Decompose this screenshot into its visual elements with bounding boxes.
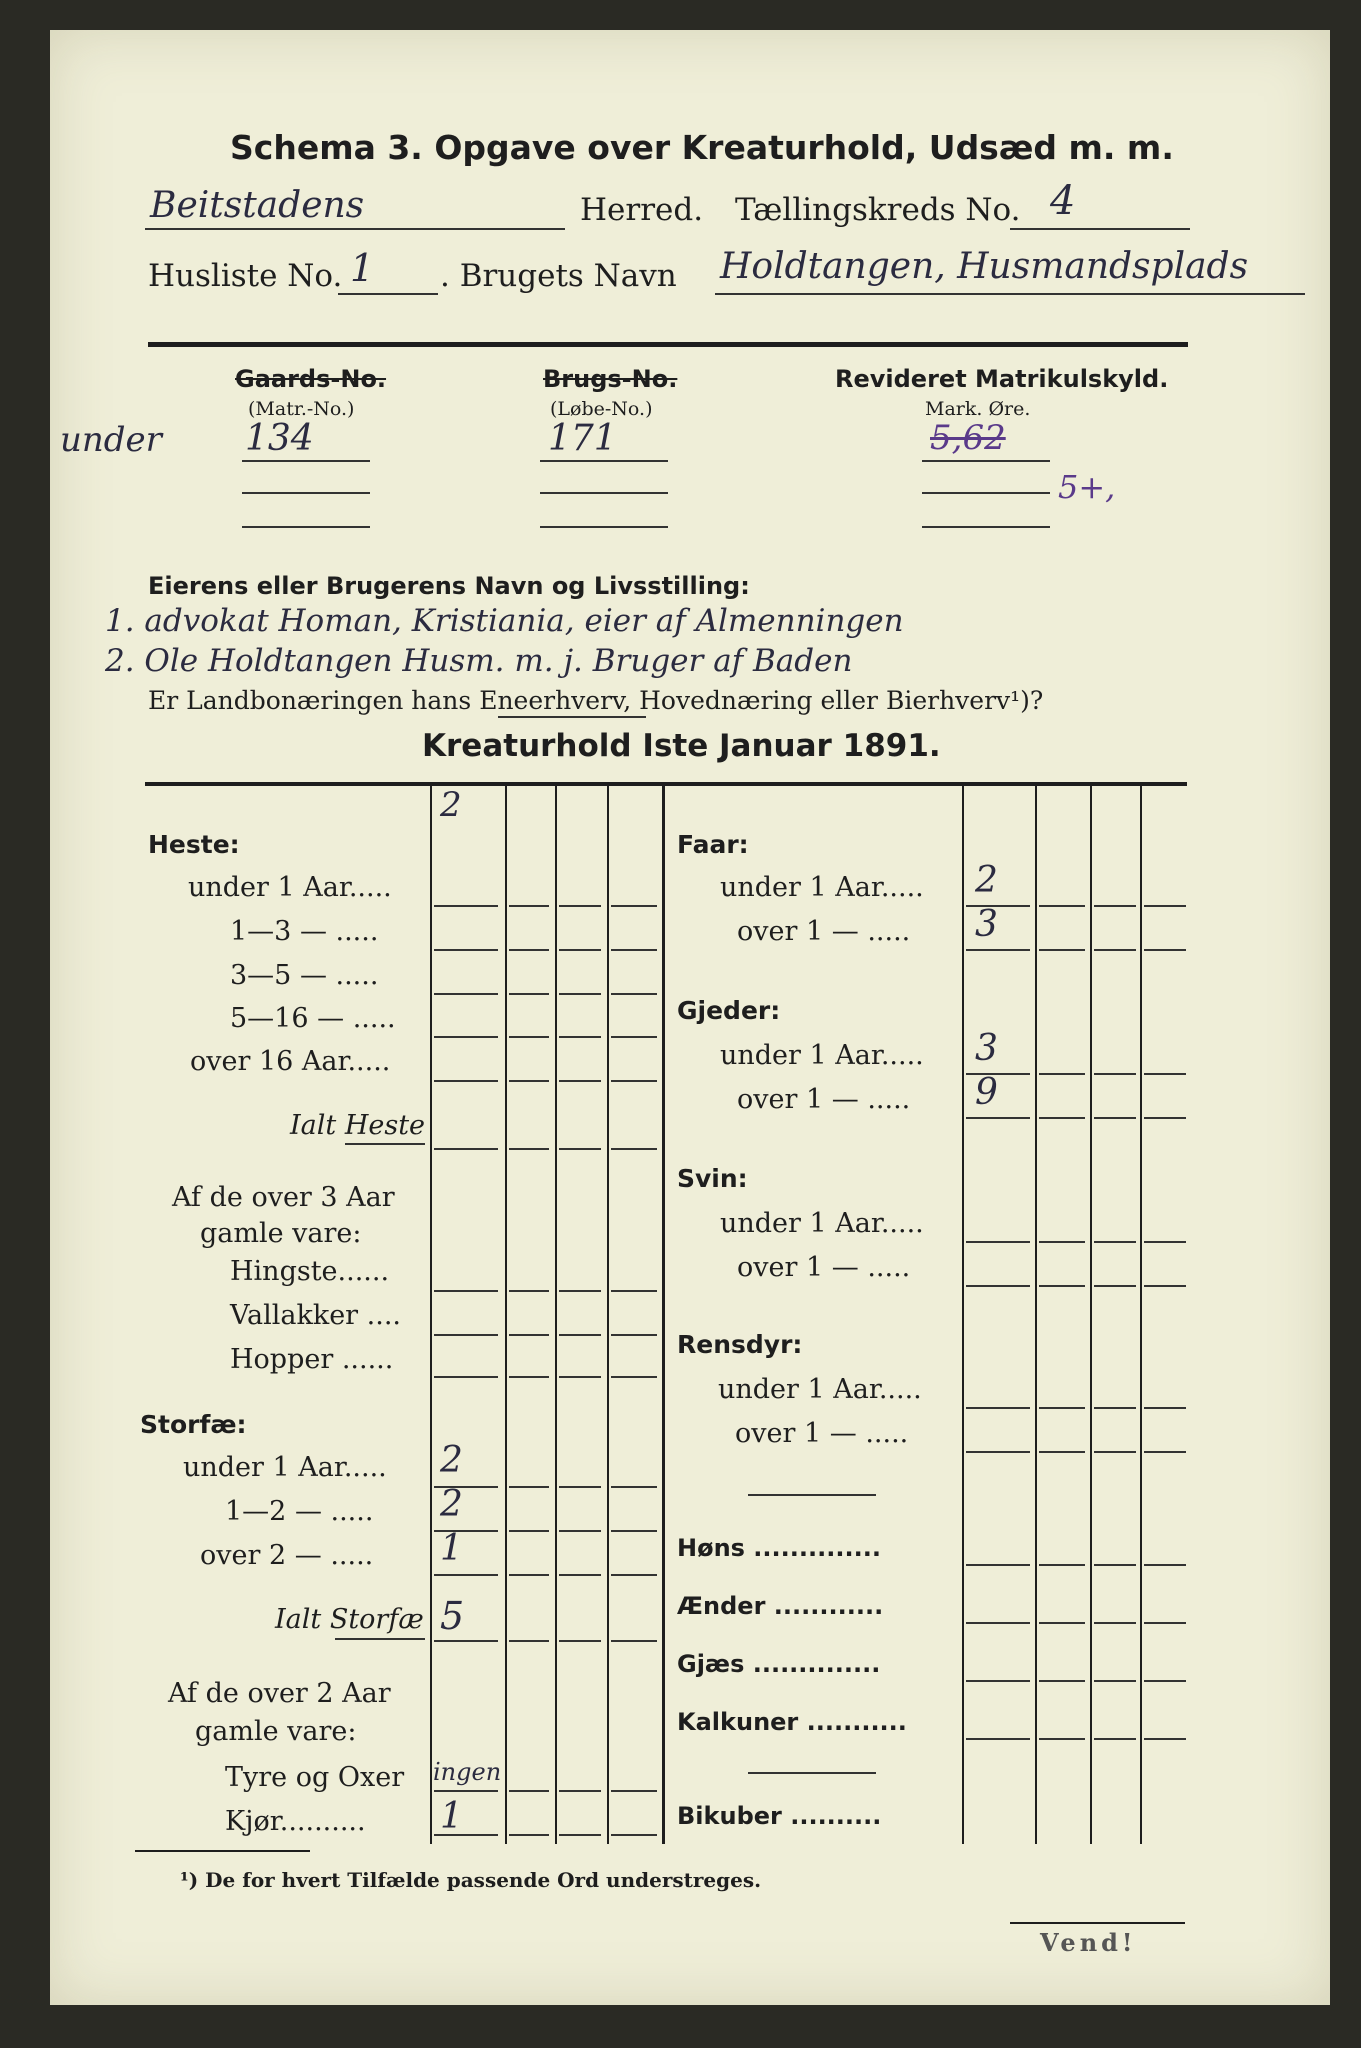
left-cell-line — [509, 949, 549, 951]
right-col-line-4 — [1140, 784, 1142, 1844]
heste-row-3: 3—5 — ..... — [230, 960, 379, 991]
brugs-no-sub: (Løbe-No.) — [550, 398, 653, 420]
brugs-line-3 — [540, 526, 668, 528]
taellingskreds-line — [1010, 228, 1190, 230]
right-cell-line — [1094, 1564, 1136, 1566]
hons-label: Høns .............. — [677, 1534, 881, 1562]
gaards-no-value: 134 — [245, 418, 314, 459]
left-cell-line — [559, 1080, 601, 1082]
heste-row-2: 1—3 — ..... — [230, 916, 379, 947]
brugs-no-value: 171 — [548, 418, 617, 459]
left-cell-line — [434, 1376, 498, 1378]
storfae-value-3: 1 — [440, 1528, 463, 1569]
left-col-line-4 — [607, 784, 609, 1844]
right-col-line-2 — [1035, 784, 1037, 1844]
herred-value: Beitstadens — [150, 185, 365, 226]
faar-head: Faar: — [677, 830, 749, 859]
form-title: Schema 3. Opgave over Kreaturhold, Udsæd m. m. — [230, 128, 1174, 167]
right-cell-line — [1039, 1738, 1085, 1740]
left-cell-line — [434, 993, 498, 995]
right-cell-line — [1094, 1285, 1136, 1287]
right-cell-line — [1039, 1564, 1085, 1566]
left-cell-line — [611, 1290, 657, 1292]
left-cell-line — [434, 1080, 498, 1082]
vend-rule — [1010, 1922, 1185, 1924]
storfae-row-3: over 2 — ..... — [200, 1540, 374, 1571]
left-cell-line — [434, 949, 498, 951]
brugs-line-1 — [540, 460, 668, 462]
herred-label: Herred. — [580, 192, 704, 228]
right-cell-line — [966, 1622, 1030, 1624]
skyld-value: 5,62 — [930, 418, 1006, 458]
heste-head: Heste: — [148, 830, 240, 859]
section-title: Kreaturhold Iste Januar 1891. — [422, 728, 941, 764]
left-cell-line — [509, 905, 549, 907]
tyre-value: ingen — [433, 1758, 502, 1786]
left-cell-line — [559, 1530, 601, 1532]
right-cell-line — [1144, 1564, 1186, 1566]
ialt-heste-underline — [345, 1143, 425, 1145]
right-cell-line — [1094, 1622, 1136, 1624]
left-cell-line — [434, 1148, 498, 1150]
af-over2-1: Af de over 2 Aar — [168, 1678, 391, 1709]
left-cell-line — [509, 1790, 549, 1792]
hopper: Hopper ...... — [230, 1344, 394, 1375]
right-cell-line — [966, 1738, 1030, 1740]
right-cell-line — [1039, 1622, 1085, 1624]
faar-row-2: over 1 — ..... — [737, 916, 911, 947]
left-cell-line — [559, 1574, 601, 1576]
right-cell-line — [1094, 1407, 1136, 1409]
svin-head: Svin: — [677, 1164, 748, 1193]
af-over2-2: gamle vare: — [195, 1716, 357, 1747]
right-cell-line — [1039, 1451, 1085, 1453]
left-col-line-1 — [430, 784, 432, 1844]
margin-note: under — [60, 420, 162, 460]
right-cell-line — [966, 905, 1030, 907]
right-cell-line — [1144, 1407, 1186, 1409]
right-cell-line — [1039, 949, 1085, 951]
right-cell-line — [966, 949, 1030, 951]
gjeder-value-2: 9 — [975, 1072, 998, 1113]
left-cell-line — [434, 1640, 498, 1642]
left-cell-line — [611, 1080, 657, 1082]
gaards-line-3 — [242, 526, 370, 528]
brugets-navn-line — [715, 293, 1305, 295]
brugets-navn-value: Holdtangen, Husmandsplads — [720, 246, 1249, 287]
left-cell-line — [509, 993, 549, 995]
left-cell-line — [509, 1290, 549, 1292]
right-cell-line — [966, 1451, 1030, 1453]
right-cell-line — [1094, 1680, 1136, 1682]
right-cell-line — [1039, 1680, 1085, 1682]
right-cell-line — [1144, 1738, 1186, 1740]
gjeder-row-1: under 1 Aar..... — [720, 1040, 924, 1071]
right-cell-line — [1144, 1073, 1186, 1075]
left-cell-line — [559, 905, 601, 907]
left-cell-line — [611, 1334, 657, 1336]
heste-row-1: under 1 Aar..... — [188, 872, 392, 903]
herred-line — [145, 228, 565, 230]
left-cell-line — [509, 1148, 549, 1150]
left-cell-line — [434, 1036, 498, 1038]
left-cell-line — [434, 905, 498, 907]
right-cell-line — [1144, 1622, 1186, 1624]
gaards-no-label: Gaards-No. — [235, 365, 387, 393]
faar-row-1: under 1 Aar..... — [720, 872, 924, 903]
left-cell-line — [559, 993, 601, 995]
right-cell-line — [1039, 905, 1085, 907]
gjeder-value-1: 3 — [975, 1028, 998, 1069]
right-cell-line — [1039, 1407, 1085, 1409]
rule-top — [148, 342, 1188, 347]
right-cell-line — [1094, 949, 1136, 951]
ialt-storfae-underline — [335, 1638, 425, 1640]
right-cell-line — [1039, 1285, 1085, 1287]
skyld-line-1 — [922, 460, 1050, 462]
right-cell-line — [1094, 1117, 1136, 1119]
left-col-line-2 — [505, 784, 507, 1844]
husliste-value: 1 — [350, 246, 375, 290]
right-cell-line — [1144, 1241, 1186, 1243]
vend-label: Vend! — [1040, 1928, 1137, 1957]
brugs-no-label: Brugs-No. — [543, 365, 678, 393]
left-cell-line — [611, 1530, 657, 1532]
right-cell-line — [1144, 1680, 1186, 1682]
left-cell-line — [611, 905, 657, 907]
left-cell-line — [559, 1334, 601, 1336]
rensdyr-row-1: under 1 Aar..... — [718, 1374, 922, 1405]
kjor-value: 1 — [440, 1796, 463, 1837]
right-cell-line — [1039, 1117, 1085, 1119]
skyld-label: Revideret Matrikulskyld. — [835, 365, 1169, 393]
rule-table — [145, 782, 1187, 786]
tyre-label: Tyre og Oxer — [225, 1762, 405, 1793]
left-cell-line — [611, 1376, 657, 1378]
right-cell-line — [1094, 1241, 1136, 1243]
ialt-heste: Ialt Heste — [290, 1110, 426, 1141]
hingste: Hingste...... — [230, 1256, 390, 1287]
left-cell-line — [434, 1574, 498, 1576]
fowl-separator — [748, 1772, 876, 1774]
right-col-line-1 — [962, 784, 964, 1844]
footnote: ¹) De for hvert Tilfælde passende Ord understreges. — [180, 1868, 762, 1892]
kjor-label: Kjør.......... — [225, 1806, 366, 1837]
skyld-line-2 — [922, 492, 1050, 494]
svin-row-2: over 1 — ..... — [737, 1252, 911, 1283]
faar-value-2: 3 — [975, 904, 998, 945]
owner-label: Eierens eller Brugerens Navn og Livsstilling: — [148, 572, 750, 600]
ialt-storfae: Ialt Storfæ — [275, 1604, 424, 1635]
left-cell-line — [611, 1486, 657, 1488]
owner-line-1: 1. advokat Homan, Kristiania, eier af Almenningen — [105, 603, 904, 639]
brugets-navn-label: . Brugets Navn — [440, 258, 677, 294]
center-divider — [662, 784, 665, 1844]
left-cell-line — [611, 993, 657, 995]
husliste-label: Husliste No. — [148, 258, 343, 294]
eneerhverv-underline — [498, 716, 646, 718]
taellingskreds-value: 4 — [1050, 178, 1076, 224]
storfae-row-2: 1—2 — ..... — [225, 1496, 374, 1527]
left-cell-line — [559, 1036, 601, 1038]
storfae-head: Storfæ: — [140, 1410, 247, 1439]
right-cell-line — [966, 1073, 1030, 1075]
skyld-note: 5+, — [1058, 468, 1116, 506]
skyld-sub: Mark. Øre. — [925, 398, 1031, 420]
heste-row-5: over 16 Aar..... — [190, 1046, 391, 1077]
gjeder-head: Gjeder: — [677, 996, 781, 1025]
left-cell-line — [509, 1036, 549, 1038]
left-cell-line — [509, 1834, 549, 1836]
bikuber-label: Bikuber .......... — [677, 1802, 882, 1830]
af-over3-1: Af de over 3 Aar — [172, 1182, 395, 1213]
left-cell-line — [434, 1334, 498, 1336]
right-cell-line — [966, 1564, 1030, 1566]
gaards-line-1 — [242, 460, 370, 462]
left-cell-line — [611, 949, 657, 951]
left-cell-line — [611, 1574, 657, 1576]
left-cell-line — [611, 1790, 657, 1792]
left-cell-line — [611, 1834, 657, 1836]
gaards-no-sub: (Matr.-No.) — [248, 398, 355, 420]
af-over3-2: gamle vare: — [200, 1218, 362, 1249]
skyld-line-3 — [922, 526, 1050, 528]
right-cell-line — [1094, 1451, 1136, 1453]
rensdyr-row-2: over 1 — ..... — [735, 1418, 909, 1449]
left-cell-line — [559, 1486, 601, 1488]
right-cell-line — [1039, 1241, 1085, 1243]
gjaes-label: Gjæs .............. — [677, 1650, 881, 1678]
aender-label: Ænder ............ — [677, 1592, 884, 1620]
heste-row-4: 5—16 — ..... — [230, 1003, 396, 1034]
right-cell-line — [1144, 905, 1186, 907]
left-cell-line — [434, 1290, 498, 1292]
left-cell-line — [509, 1334, 549, 1336]
left-cell-line — [611, 1640, 657, 1642]
taellingskreds-label: Tællingskreds No. — [735, 192, 1021, 228]
left-cell-line — [559, 1148, 601, 1150]
kalkuner-label: Kalkuner ........... — [677, 1708, 907, 1736]
right-cell-line — [966, 1117, 1030, 1119]
right-cell-line — [1144, 949, 1186, 951]
left-cell-line — [611, 1148, 657, 1150]
footnote-rule — [135, 1850, 310, 1852]
left-cell-line — [509, 1486, 549, 1488]
left-cell-line — [559, 1290, 601, 1292]
gjeder-row-2: over 1 — ..... — [737, 1084, 911, 1115]
right-cell-line — [1144, 1285, 1186, 1287]
right-cell-line — [1144, 1451, 1186, 1453]
right-cell-line — [966, 1407, 1030, 1409]
right-cell-line — [966, 1285, 1030, 1287]
left-cell-line — [509, 1376, 549, 1378]
left-cell-line — [611, 1036, 657, 1038]
right-cell-line — [1094, 1738, 1136, 1740]
vallakker: Vallakker .... — [230, 1300, 402, 1331]
rensdyr-separator — [748, 1494, 876, 1496]
svin-row-1: under 1 Aar..... — [720, 1208, 924, 1239]
brugs-line-2 — [540, 492, 668, 494]
left-cell-line — [509, 1080, 549, 1082]
right-cell-line — [966, 1680, 1030, 1682]
left-cell-line — [509, 1640, 549, 1642]
right-col-line-3 — [1090, 784, 1092, 1844]
left-col-line-3 — [555, 784, 557, 1844]
ialt-storfae-value: 5 — [440, 1594, 465, 1638]
left-cell-line — [509, 1574, 549, 1576]
left-cell-line — [434, 1790, 498, 1792]
right-cell-line — [1144, 1117, 1186, 1119]
occupation-question: Er Landbonæringen hans Eneerhverv, Hovednæring eller Bierhverv¹)? — [148, 686, 1044, 715]
left-cell-line — [559, 1640, 601, 1642]
left-cell-line — [559, 1790, 601, 1792]
right-cell-line — [1039, 1073, 1085, 1075]
left-cell-line — [509, 1530, 549, 1532]
right-cell-line — [966, 1241, 1030, 1243]
left-cell-line — [559, 1834, 601, 1836]
owner-line-2: 2. Ole Holdtangen Husm. m. j. Bruger af Baden — [105, 643, 853, 679]
storfae-value-2: 2 — [440, 1484, 463, 1525]
right-cell-line — [1094, 905, 1136, 907]
storfae-row-1: under 1 Aar..... — [183, 1452, 387, 1483]
heste-count: 2 — [440, 785, 462, 825]
right-cell-line — [1094, 1073, 1136, 1075]
husliste-line — [338, 293, 438, 295]
gaards-line-2 — [242, 492, 370, 494]
faar-value-1: 2 — [975, 860, 998, 901]
rensdyr-head: Rensdyr: — [677, 1330, 803, 1359]
left-cell-line — [559, 1376, 601, 1378]
left-cell-line — [559, 949, 601, 951]
storfae-value-1: 2 — [440, 1440, 463, 1481]
